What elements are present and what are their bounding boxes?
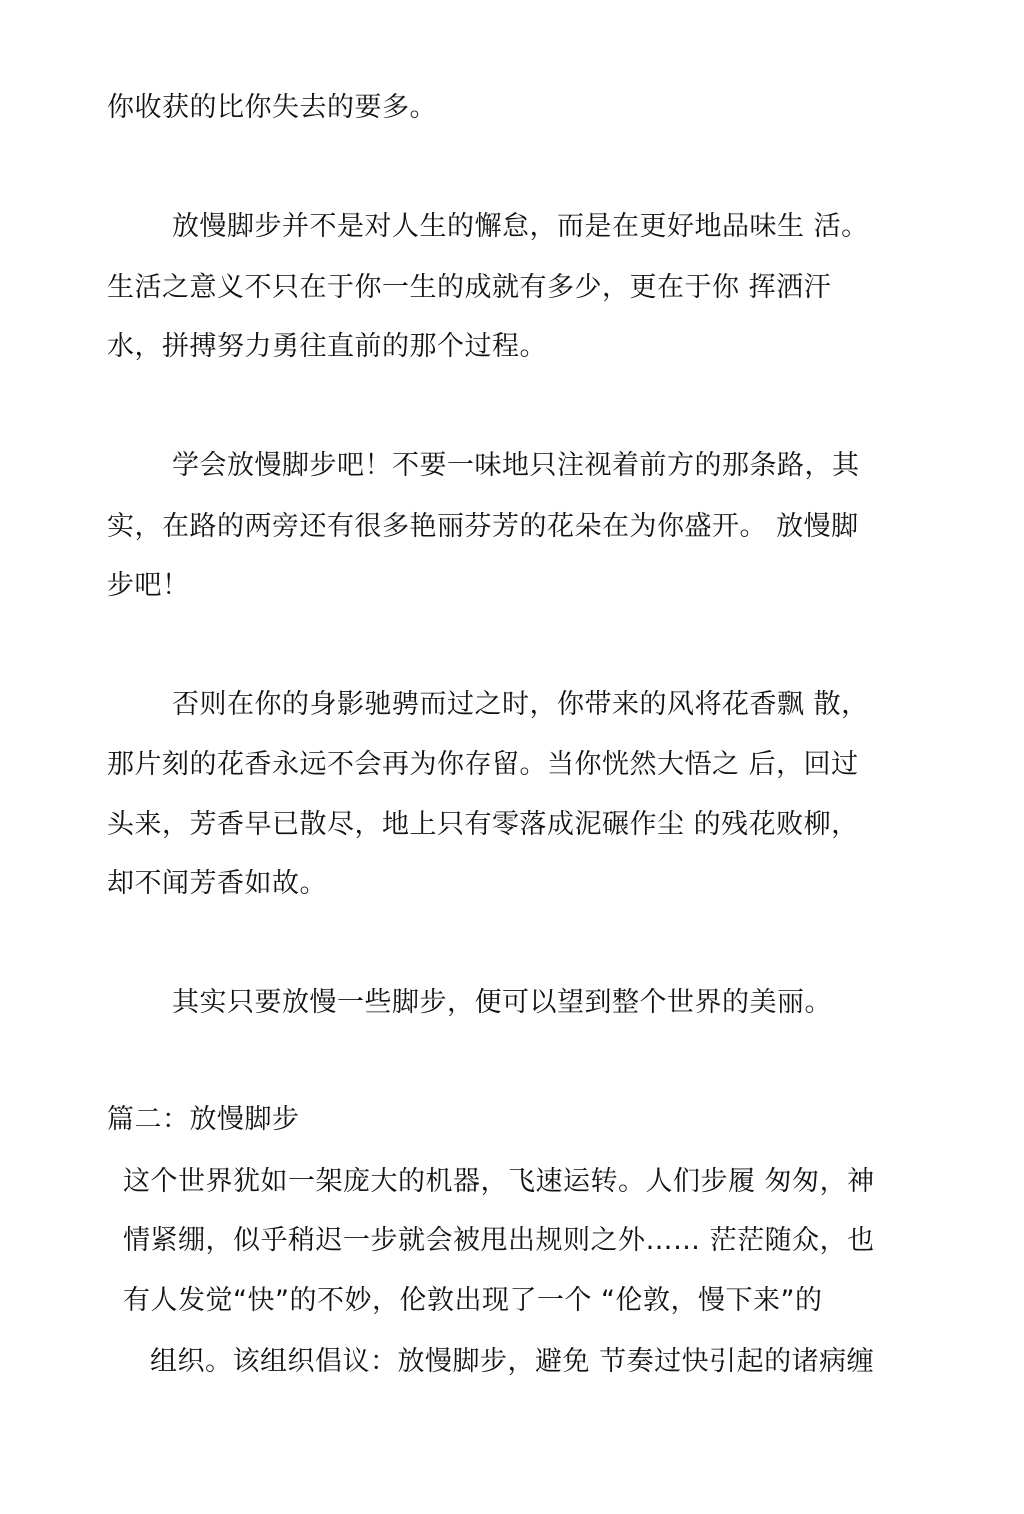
paragraph-4-line-4: 却不闻芳香如故。 [107, 868, 327, 899]
section-paragraph-line-2: 情紧绷，似乎稍迟一步就会被甩出规则之外…… 茫茫随众，也 [123, 1225, 875, 1256]
paragraph-4-line-3: 头来，芳香早已散尽，地上只有零落成泥碾作尘 的残花败柳， [107, 809, 859, 840]
paragraph-5-line-1: 其实只要放慢一些脚步，便可以望到整个世界的美丽。 [172, 987, 832, 1018]
paragraph-3-line-1: 学会放慢脚步吧！不要一味地只注视着前方的那条路，其 [172, 450, 860, 481]
paragraph-3-line-3: 步吧！ [107, 570, 190, 601]
paragraph-4-line-1: 否则在你的身影驰骋而过之时，你带来的风将花香飘 散， [172, 689, 869, 720]
paragraph-1-line-1: 你收获的比你失去的要多。 [107, 92, 437, 123]
section-paragraph-line-1: 这个世界犹如一架庞大的机器，飞速运转。人们步履 匆匆，神 [123, 1166, 875, 1197]
section-heading: 篇二：放慢脚步 [107, 1104, 300, 1135]
paragraph-4-line-2: 那片刻的花香永远不会再为你存留。当你恍然大悟之 后，回过 [107, 749, 859, 780]
section-paragraph-line-4: 组织。该组织倡议：放慢脚步，避免 节奏过快引起的诸病缠 [150, 1346, 875, 1377]
paragraph-3-line-2: 实，在路的两旁还有很多艳丽芬芳的花朵在为你盛开。 放慢脚 [107, 511, 859, 542]
paragraph-2-line-2: 生活之意义不只在于你一生的成就有多少，更在于你 挥洒汗 [107, 272, 832, 303]
paragraph-2-line-3: 水，拼搏努力勇往直前的那个过程。 [107, 331, 547, 362]
paragraph-2-line-1: 放慢脚步并不是对人生的懈怠，而是在更好地品味生 活。 [172, 211, 869, 242]
section-paragraph-line-3: 有人发觉“快”的不妙，伦敦出现了一个 “伦敦，慢下来”的 [123, 1285, 823, 1316]
